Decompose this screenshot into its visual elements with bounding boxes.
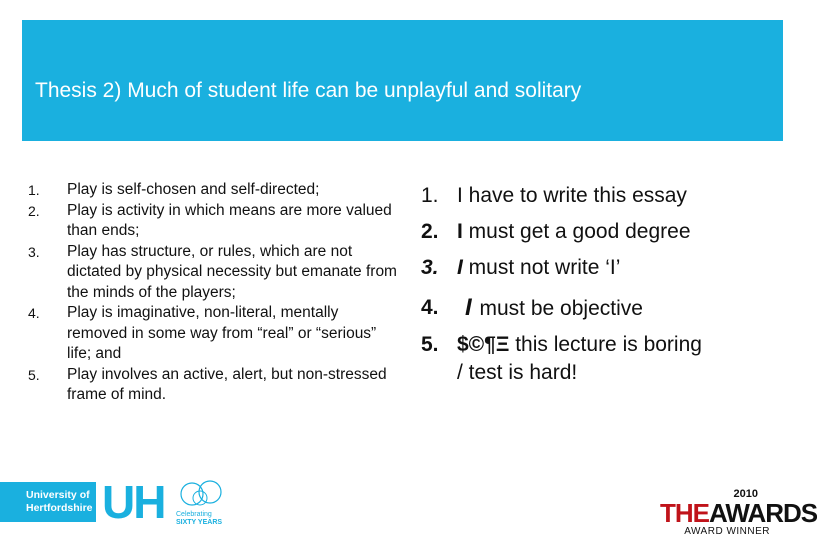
item-number: 3. [421, 256, 439, 279]
university-name-line2: Hertfordshire [26, 502, 93, 514]
item-text: Play is self-chosen and self-directed; [67, 181, 320, 198]
item-text: Play is imaginative, non-literal, mentally removed in some way from “real” or “serious” life; and [67, 304, 377, 362]
student-statements-list [421, 182, 783, 395]
item-emphasis: I [457, 220, 463, 243]
item-text: this lecture is boring [509, 333, 702, 356]
sixty-years-line2: SIXTY YEARS [176, 519, 223, 526]
item-number: 2. [421, 220, 439, 243]
item-emphasis: I [465, 294, 472, 321]
list-item [421, 294, 783, 323]
item-text: Play has structure, or rules, which are not dictated by physical necessity but emanate from the minds of the players; [67, 242, 397, 301]
list-item [421, 182, 783, 210]
the-awards-logo [660, 488, 817, 543]
list-item [28, 180, 398, 201]
list-item [28, 303, 398, 365]
list-item [28, 201, 398, 242]
university-name-line1: University of [26, 489, 90, 501]
play-criteria-list [28, 180, 398, 406]
item-emphasis: I [457, 256, 463, 279]
list-item [28, 242, 398, 304]
university-name-box [0, 482, 96, 522]
item-number: 1. [421, 184, 439, 207]
item-emphasis: $©¶Ξ [457, 333, 510, 356]
uh-logo-text: UH [102, 476, 165, 528]
item-number: 5. [28, 366, 40, 383]
awards-year: 2010 [733, 488, 758, 500]
item-number: 1. [28, 182, 40, 198]
awards-subtitle: AWARD WINNER [684, 526, 770, 537]
awards-word: AWARDS [709, 498, 817, 528]
slide-title: Thesis 2) Much of student life can be unplayful and solitary [35, 79, 582, 102]
list-item [28, 365, 398, 406]
awards-the: THE [660, 498, 709, 528]
item-text: must not write ‘I’ [462, 256, 621, 279]
item-text: must get a good degree [462, 220, 691, 243]
sixty-years-text [176, 511, 222, 527]
item-text: I have to write this essay [457, 184, 687, 207]
title-banner [22, 20, 783, 141]
university-logo [0, 476, 165, 528]
item-text: must be objective [473, 297, 643, 320]
item-number: 3. [28, 243, 40, 260]
item-number: 5. [421, 333, 439, 356]
item-number: 4. [421, 296, 439, 319]
item-number: 2. [28, 202, 40, 219]
list-item [421, 218, 783, 246]
sixty-years-line1: Celebrating [176, 511, 212, 518]
awards-title [660, 498, 817, 528]
item-text: Play is activity in which means are more valued than ends; [67, 201, 392, 239]
list-item [421, 331, 783, 387]
item-text: Play involves an active, alert, but non-stressed frame of mind. [67, 365, 387, 403]
list-item [421, 254, 783, 282]
item-text-continued: / test is hard! [457, 361, 578, 384]
item-number: 4. [28, 305, 40, 321]
